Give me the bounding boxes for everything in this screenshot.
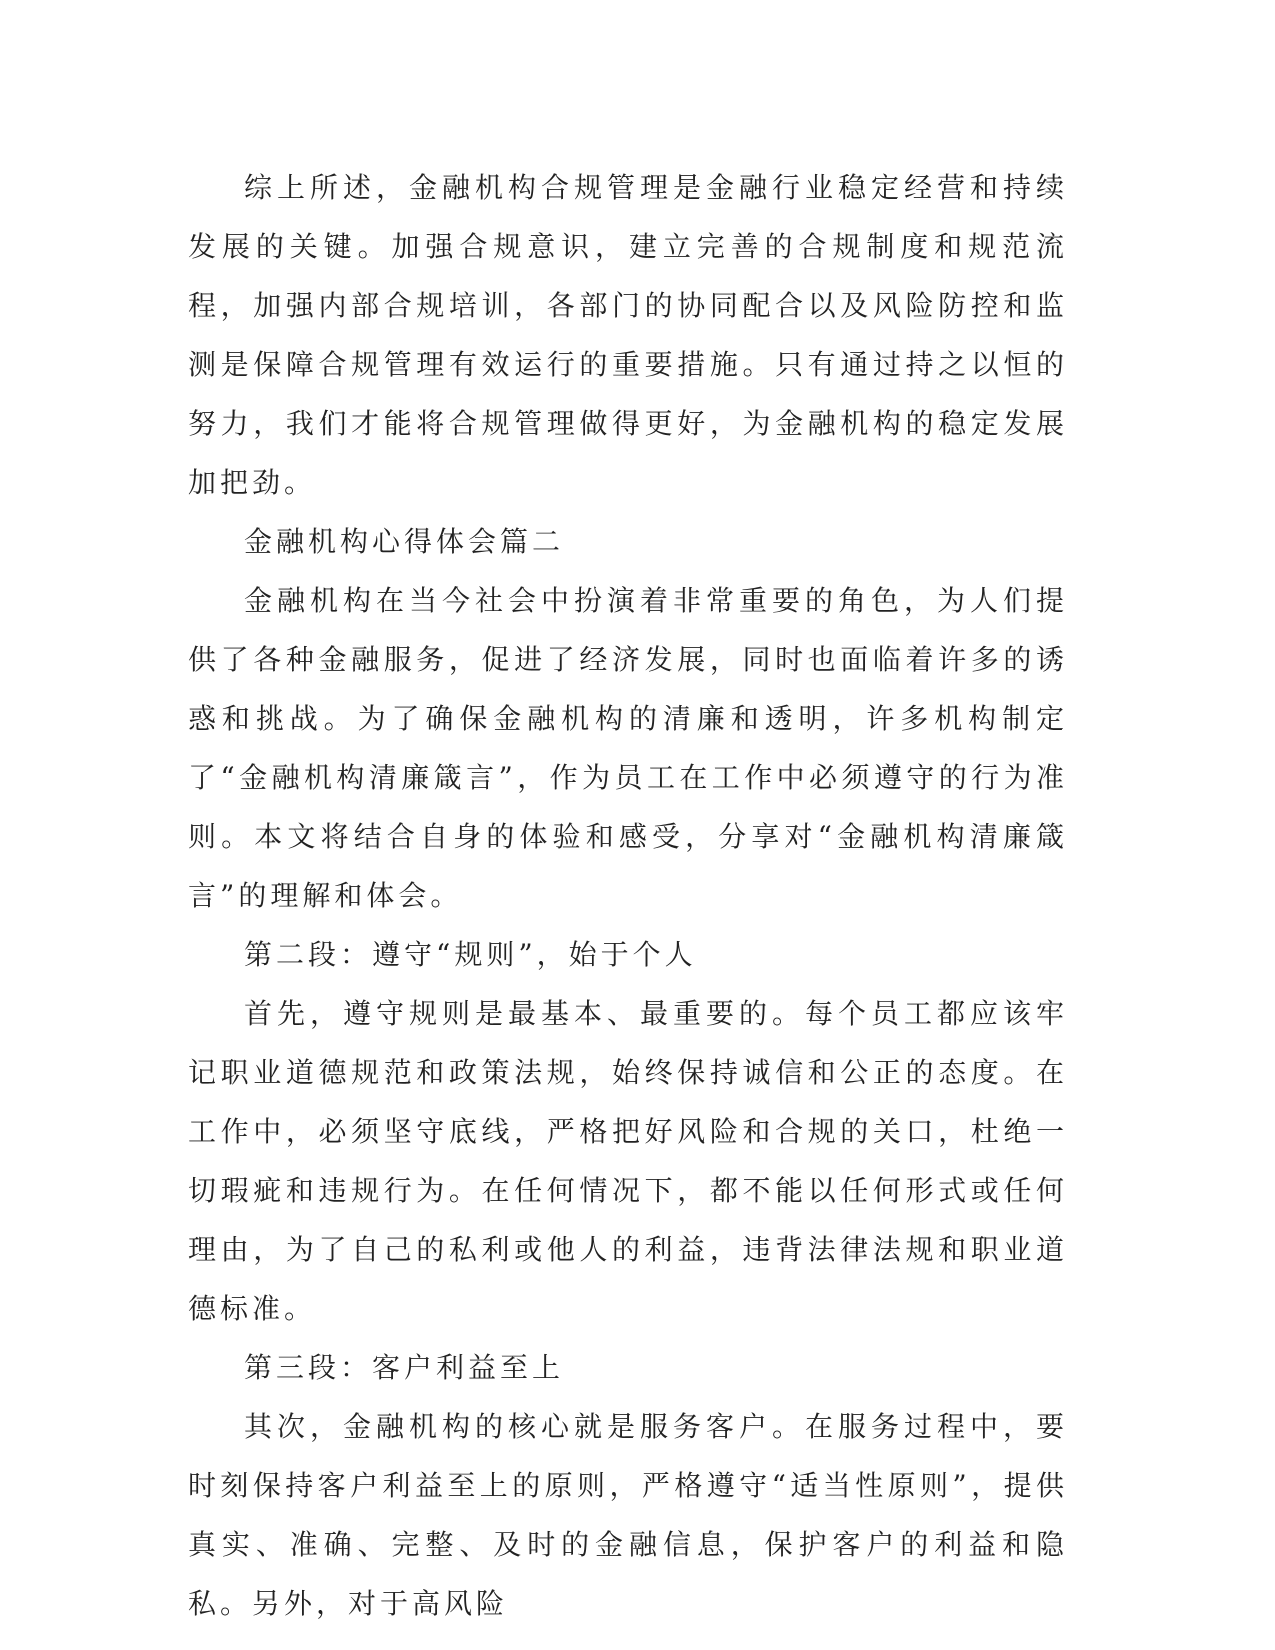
section-heading-clients: 第三段：客户利益至上: [244, 1351, 565, 1384]
paragraph-intro: 金融机构在当今社会中扮演着非常重要的角色，为人们提供了各种金融服务，促进了经济发展，同时也面临着许多的诱惑和挑战。为了确保金融机构的清廉和透明，许多机构制定了“金融机构清廉箴言”，作为员工在工作中必须遵守的行为准则。本文将结合自身的体验和感受，分享对“金融机构清廉箴言”的理解和体会。: [188, 584, 1068, 912]
section-heading-part-two: 金融机构心得体会篇二: [244, 525, 565, 558]
document-body: [188, 158, 1068, 1633]
paragraph-summary: 综上所述，金融机构合规管理是金融行业稳定经营和持续发展的关键。加强合规意识，建立完善的合规制度和规范流程，加强内部合规培训，各部门的协同配合以及风险防控和监测是保障合规管理有效运行的重要措施。只有通过持之以恒的努力，我们才能将合规管理做得更好，为金融机构的稳定发展加把劲。: [188, 171, 1068, 499]
paragraph-clients: 其次，金融机构的核心就是服务客户。在服务过程中，要时刻保持客户利益至上的原则，严格遵守“适当性原则”，提供真实、准确、完整、及时的金融信息，保护客户的利益和隐私。另外，对于高风险: [188, 1410, 1068, 1620]
paragraph-rules: 首先，遵守规则是最基本、最重要的。每个员工都应该牢记职业道德规范和政策法规，始终保持诚信和公正的态度。在工作中，必须坚守底线，严格把好风险和合规的关口，杜绝一切瑕疵和违规行为。在任何情况下，都不能以任何形式或任何理由，为了自己的私利或他人的利益，违背法律法规和职业道德标准。: [188, 997, 1068, 1325]
section-heading-rules: 第二段：遵守“规则”，始于个人: [244, 938, 697, 971]
